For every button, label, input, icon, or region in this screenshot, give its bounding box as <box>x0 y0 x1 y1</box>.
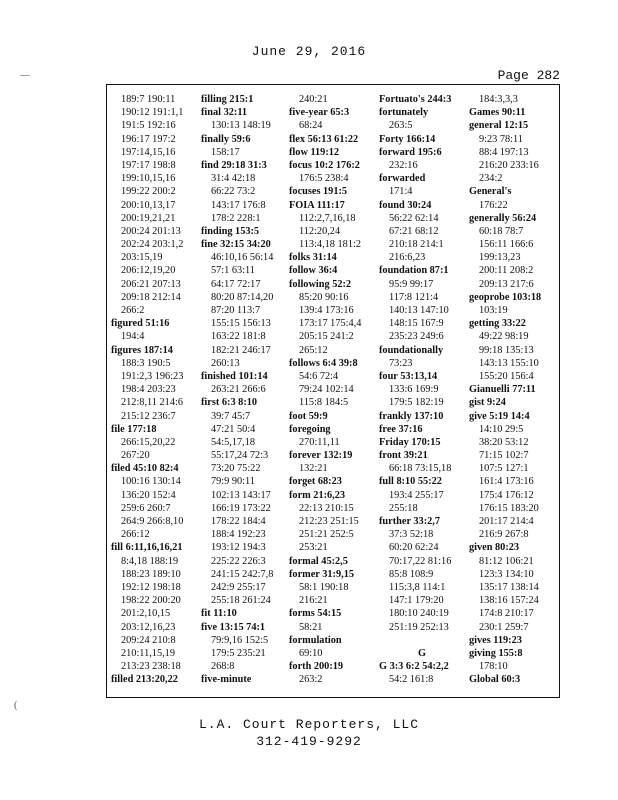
index-entry: 209:18 212:14 <box>121 291 181 303</box>
index-entry: 80:20 87:14,20 <box>211 291 274 303</box>
index-entry: 161:4 173:16 <box>479 476 534 488</box>
index-headword: Global 60:3 <box>469 674 521 686</box>
index-headword: form 21:6,23 <box>289 489 346 501</box>
index-entry: 242:9 255:17 <box>211 581 266 593</box>
index-entry: 197:14,15,16 <box>121 146 176 158</box>
index-entry: 156:11 166:6 <box>479 239 534 251</box>
index-entry: 60:20 62:24 <box>389 542 439 554</box>
index-headword: front 39:21 <box>379 450 428 462</box>
index-headword: find 29:18 31:3 <box>201 159 267 171</box>
index-entry: 188:4 192:23 <box>211 529 266 541</box>
index-entry: 180:10 240:19 <box>389 608 449 620</box>
index-entry: 174:8 210:17 <box>479 608 534 620</box>
index-headword: follows 6:4 39:8 <box>289 357 358 369</box>
index-entry: 198:22 200:20 <box>121 595 181 607</box>
index-entry: 179:5 182:19 <box>389 397 444 409</box>
index-headword: free 37:16 <box>379 423 423 435</box>
transcript-date: June 29, 2016 <box>251 44 367 59</box>
index-entry: 163:22 181:8 <box>211 331 266 343</box>
index-entry: 112:2,7,16,18 <box>299 212 356 224</box>
index-entry: 193:4 255:17 <box>389 489 444 501</box>
index-entry: 203:15,19 <box>121 252 163 264</box>
index-entry: 263:5 <box>389 120 413 132</box>
index-headword: given 80:23 <box>469 542 520 554</box>
index-entry: 140:13 147:10 <box>389 305 449 316</box>
index-headword: focus 10:2 176:2 <box>289 159 360 171</box>
index-entry: 268:8 <box>211 661 235 673</box>
index-entry: 259:6 260:7 <box>121 502 171 514</box>
index-entry: 79:9,16 152:5 <box>211 634 269 646</box>
index-headword: figured 51:16 <box>111 318 170 330</box>
index-headword: generally 56:24 <box>469 212 537 224</box>
index-entry: 196:17 197:2 <box>121 133 176 145</box>
index-entry: 216:6,23 <box>389 252 426 264</box>
index-entry: 143:17 176:8 <box>211 199 266 211</box>
index-entry: 175:4 176:12 <box>479 489 534 501</box>
index-entry: 54:2 161:8 <box>389 674 434 686</box>
index-entry: 79:9 90:11 <box>211 476 255 488</box>
index-entry: 66:22 73:2 <box>211 186 256 198</box>
index-headword: five-year 65:3 <box>289 107 350 119</box>
index-entry: 158:17 <box>211 146 240 158</box>
index-entry: 241:15 242:7,8 <box>211 568 274 580</box>
index-entry: 216:20 233:16 <box>479 159 539 171</box>
index-entry: 206:12,19,20 <box>121 265 176 277</box>
index-entry: 37:3 52:18 <box>389 529 434 541</box>
index-headword: flex 56:13 61:22 <box>289 133 359 145</box>
index-entry: 69:10 <box>299 647 323 659</box>
index-entry: 210:18 214:1 <box>389 239 444 251</box>
index-entry: 113:4,18 181:2 <box>299 239 361 251</box>
index-column-4 <box>379 93 465 686</box>
index-headword: fine 32:15 34:20 <box>201 239 271 251</box>
index-entry: 189:7 190:11 <box>121 94 176 105</box>
index-headword: gives 119:23 <box>469 634 522 646</box>
index-headword: finished 101:14 <box>201 370 268 382</box>
index-headword: figures 187:14 <box>111 344 173 356</box>
page-number: Page 282 <box>497 68 560 83</box>
index-entry: 133:6 169:9 <box>389 384 439 396</box>
index-entry: 139:4 173:16 <box>299 305 354 316</box>
index-entry: 85:20 90:16 <box>299 291 349 303</box>
index-entry: 206:21 207:13 <box>121 278 181 290</box>
index-entry: 155:15 156:13 <box>211 318 271 330</box>
index-headword: forwarded <box>379 173 426 185</box>
index-entry: 95:9 99:17 <box>389 278 434 290</box>
index-entry: 202:24 203:1,2 <box>121 239 184 251</box>
index-entry: 136:20 152:4 <box>121 489 176 501</box>
index-headword: forth 200:19 <box>289 661 344 673</box>
index-entry: 210:11,15,19 <box>121 647 175 659</box>
index-entry: 148:15 167:9 <box>389 318 444 330</box>
index-headword: following 52:2 <box>289 278 352 290</box>
index-entry: 263:21 266:6 <box>211 384 266 396</box>
index-entry: 194:4 <box>121 331 145 343</box>
index-headword: getting 33:22 <box>469 318 526 330</box>
index-entry: 197:17 198:8 <box>121 159 176 171</box>
index-headword: frankly 137:10 <box>379 410 444 422</box>
index-entry: 209:24 210:8 <box>121 634 176 646</box>
index-headword: finding 153:5 <box>201 225 260 237</box>
index-headword: formulation <box>289 634 342 646</box>
index-headword: forever 132:19 <box>289 450 353 462</box>
index-entry: 22:13 210:15 <box>299 502 354 514</box>
index-headword: foregoing <box>289 423 331 435</box>
word-index-box <box>106 84 560 698</box>
scan-mark: ( <box>14 700 18 711</box>
index-headword: focuses 191:5 <box>289 186 348 198</box>
index-entry: 201:2,10,15 <box>121 608 171 620</box>
index-entry: 240:21 <box>299 94 328 105</box>
index-entry: 201:17 214:4 <box>479 516 534 527</box>
index-entry: 235:23 249:6 <box>389 331 444 343</box>
index-headword: five-minute <box>201 674 252 686</box>
index-headword: fill 6:11,16,16,21 <box>111 542 183 554</box>
index-entry: 14:10 29:5 <box>479 423 524 435</box>
index-headword: filled 213:20,22 <box>111 674 178 686</box>
index-entry: 54:6 72:4 <box>299 370 339 382</box>
index-headword: further 33:2,7 <box>379 516 441 527</box>
index-headword: foundationally <box>379 344 444 356</box>
index-headword: found 30:24 <box>379 199 432 211</box>
index-entry: 205:15 241:2 <box>299 331 354 343</box>
index-entry: 47:21 50:4 <box>211 423 256 435</box>
index-entry: 138:16 157:24 <box>479 595 539 607</box>
index-entry: 123:3 134:10 <box>479 568 534 580</box>
index-headword: filed 45:10 82:4 <box>111 463 179 475</box>
index-headword: FOIA 111:17 <box>289 199 345 211</box>
index-entry: 130:13 148:19 <box>211 120 271 132</box>
index-headword: former 31:9,15 <box>289 568 354 580</box>
index-headword: flow 119:12 <box>289 146 340 158</box>
index-column-1 <box>111 93 197 686</box>
index-headword: gist 9:24 <box>469 397 506 409</box>
index-entry: 191:5 192:16 <box>121 120 176 132</box>
index-entry: 212:23 251:15 <box>299 516 359 527</box>
index-entry: 57:1 63:11 <box>211 265 255 277</box>
index-entry: 199:22 200:2 <box>121 186 176 198</box>
index-entry: 234:2 <box>479 173 503 185</box>
index-entry: 212:8,11 214:6 <box>121 397 183 409</box>
index-entry: 103:19 <box>479 305 508 316</box>
index-entry: 251:19 252:13 <box>389 621 449 633</box>
index-headword: G 3:3 6:2 54:2,2 <box>379 661 449 673</box>
index-entry: 166:19 173:22 <box>211 502 271 514</box>
index-headword: give 5:19 14:4 <box>469 410 530 422</box>
index-entry: 178:22 184:4 <box>211 516 266 527</box>
index-entry: 143:13 155:10 <box>479 357 539 369</box>
index-entry: 178:2 228:1 <box>211 212 261 224</box>
index-entry: 117:8 121:4 <box>389 291 439 303</box>
index-headword: forward 195:6 <box>379 146 442 158</box>
index-headword: first 6:3 8:10 <box>201 397 258 409</box>
index-headword: Friday 170:15 <box>379 436 441 448</box>
index-entry: 209:13 217:6 <box>479 278 534 290</box>
index-entry <box>379 634 465 647</box>
index-entry: 190:12 191:1,1 <box>121 107 184 119</box>
court-reporter-phone: 312-419-9292 <box>256 734 362 749</box>
index-entry: 193:12 194:3 <box>211 542 266 554</box>
index-entry: 49:22 98:19 <box>479 331 529 343</box>
index-entry: 251:21 252:5 <box>299 529 354 541</box>
index-entry: 263:2 <box>299 674 323 686</box>
court-reporter-name: L.A. Court Reporters, LLC <box>198 717 420 732</box>
index-entry: 102:13 143:17 <box>211 489 271 501</box>
index-entry: 200:19,21,21 <box>121 212 176 224</box>
index-entry: 173:17 175:4,4 <box>299 318 362 330</box>
index-headword: formal 45:2,5 <box>289 555 348 567</box>
index-entry: 70:17,22 81:16 <box>389 555 452 567</box>
index-entry: 216:21 <box>299 595 328 607</box>
index-headword: fortunately <box>379 107 429 119</box>
index-entry: G <box>417 647 426 659</box>
index-entry: 147:1 179:20 <box>389 595 444 607</box>
index-entry: 266:2 <box>121 305 145 316</box>
index-entry: 31:4 42:18 <box>211 173 256 185</box>
index-entry: 270:11,11 <box>299 436 340 448</box>
index-headword: file 177:18 <box>111 423 157 435</box>
index-headword: Gianuelli 77:11 <box>469 384 536 396</box>
index-entry: 225:22 226:3 <box>211 555 266 567</box>
index-entry: 182:21 246:17 <box>211 344 271 356</box>
index-entry: 199:13,23 <box>479 252 521 264</box>
index-column-2 <box>201 93 287 686</box>
index-entry: 115:3,8 114:1 <box>389 581 446 593</box>
index-entry: 39:7 45:7 <box>211 410 251 422</box>
index-headword: geoprobe 103:18 <box>469 291 542 303</box>
index-headword: filling 215:1 <box>201 94 254 105</box>
index-entry: 184:3,3,3 <box>479 94 518 105</box>
index-entry: 8:4,18 188:19 <box>121 555 179 567</box>
index-entry: 58:21 <box>299 621 323 633</box>
index-entry: 266:12 <box>121 529 150 541</box>
index-entry: 215:12 236:7 <box>121 410 176 422</box>
index-entry: 255:18 <box>389 502 418 514</box>
index-entry: 203:12,16,23 <box>121 621 176 633</box>
index-entry: 255:18 261:24 <box>211 595 271 607</box>
index-entry: 232:16 <box>389 159 418 171</box>
index-entry: 176:15 183:20 <box>479 502 539 514</box>
index-entry: 253:21 <box>299 542 328 554</box>
index-entry: 265:12 <box>299 344 328 356</box>
index-entry: 264:9 266:8,10 <box>121 516 184 527</box>
index-entry: 178:10 <box>479 661 508 673</box>
index-entry: 73:23 <box>389 357 413 369</box>
index-entry: 199:10,15,16 <box>121 173 176 185</box>
index-entry: 100:16 130:14 <box>121 476 181 488</box>
index-headword: forget 68:23 <box>289 476 342 488</box>
index-entry: 46:10,16 56:14 <box>211 252 274 264</box>
index-entry: 38:20 53:12 <box>479 436 529 448</box>
index-headword: follow 36:4 <box>289 265 338 277</box>
index-entry: 192:12 198:18 <box>121 581 181 593</box>
index-entry: 68:24 <box>299 120 323 132</box>
index-entry: 188:3 190:5 <box>121 357 171 369</box>
index-entry: 107:5 127:1 <box>479 463 529 475</box>
index-entry: 55:17,24 72:3 <box>211 450 269 462</box>
index-entry: 171:4 <box>389 186 413 198</box>
index-entry: 60:18 78:7 <box>479 225 524 237</box>
index-entry: 54:5,17,18 <box>211 436 256 448</box>
index-entry: 67:21 68:12 <box>389 225 439 237</box>
index-entry: 191:2,3 196:23 <box>121 370 184 382</box>
index-entry: 179:5 235:21 <box>211 647 266 659</box>
index-headword: full 8:10 55:22 <box>379 476 442 488</box>
index-entry: 155:20 156:4 <box>479 370 534 382</box>
index-entry: 267:20 <box>121 450 150 462</box>
index-entry: 81:12 106:21 <box>479 555 534 567</box>
index-headword: Games 90:11 <box>469 107 526 119</box>
index-headword: general 12:15 <box>469 120 529 132</box>
index-entry: 230:1 259:7 <box>479 621 529 633</box>
index-entry: 213:23 238:18 <box>121 661 181 673</box>
index-headword: Forty 166:14 <box>379 133 436 145</box>
index-headword: four 53:13,14 <box>379 370 438 382</box>
index-headword: forms 54:15 <box>289 608 342 620</box>
footer <box>0 716 618 750</box>
index-entry: 260:13 <box>211 357 240 369</box>
index-entry: 71:15 102:7 <box>479 450 529 462</box>
index-entry: 216:9 267:8 <box>479 529 529 541</box>
index-entry: 56:22 62:14 <box>389 212 439 224</box>
index-headword: finally 59:6 <box>201 133 251 145</box>
index-entry: 88:4 197:13 <box>479 146 529 158</box>
index-entry: 198:4 203:23 <box>121 384 176 396</box>
index-headword: General's <box>469 186 512 198</box>
index-entry: 200:11 208:2 <box>479 265 534 277</box>
index-entry: 87:20 113:7 <box>211 305 261 316</box>
index-headword: folks 31:14 <box>289 252 337 264</box>
index-headword: five 13:15 74:1 <box>201 621 266 633</box>
index-entry: 132:21 <box>299 463 328 475</box>
index-column-3 <box>289 93 375 686</box>
index-entry: 64:17 72:17 <box>211 278 261 290</box>
index-column-5 <box>469 93 555 686</box>
index-entry: 176:22 <box>479 199 508 211</box>
index-entry: 115:8 184:5 <box>299 397 349 409</box>
index-entry: 79:24 102:14 <box>299 384 354 396</box>
index-entry: 9:23 78:11 <box>479 133 523 145</box>
index-entry: 200:24 201:13 <box>121 225 181 237</box>
index-headword: final 32:11 <box>201 107 248 119</box>
index-headword: foot 59:9 <box>289 410 328 422</box>
index-entry: 188:23 189:10 <box>121 568 181 580</box>
index-entry: 85:8 108:9 <box>389 568 434 580</box>
index-entry: 99:18 135:13 <box>479 344 534 356</box>
index-entry: 73:20 75:22 <box>211 463 261 475</box>
index-entry: 176:5 238:4 <box>299 173 349 185</box>
index-headword: Fortuato's 244:3 <box>379 94 452 105</box>
index-entry: 112:20,24 <box>299 225 341 237</box>
index-headword: giving 155:8 <box>469 647 523 659</box>
index-entry: 135:17 138:14 <box>479 581 539 593</box>
index-headword: foundation 87:1 <box>379 265 449 277</box>
index-entry: 58:1 190:18 <box>299 581 349 593</box>
index-entry: 66:18 73:15,18 <box>389 463 452 475</box>
scan-mark: — <box>20 70 30 81</box>
index-entry: 200:10,13,17 <box>121 199 176 211</box>
index-headword: fit 11:10 <box>201 608 237 620</box>
index-entry: 266:15,20,22 <box>121 436 176 448</box>
